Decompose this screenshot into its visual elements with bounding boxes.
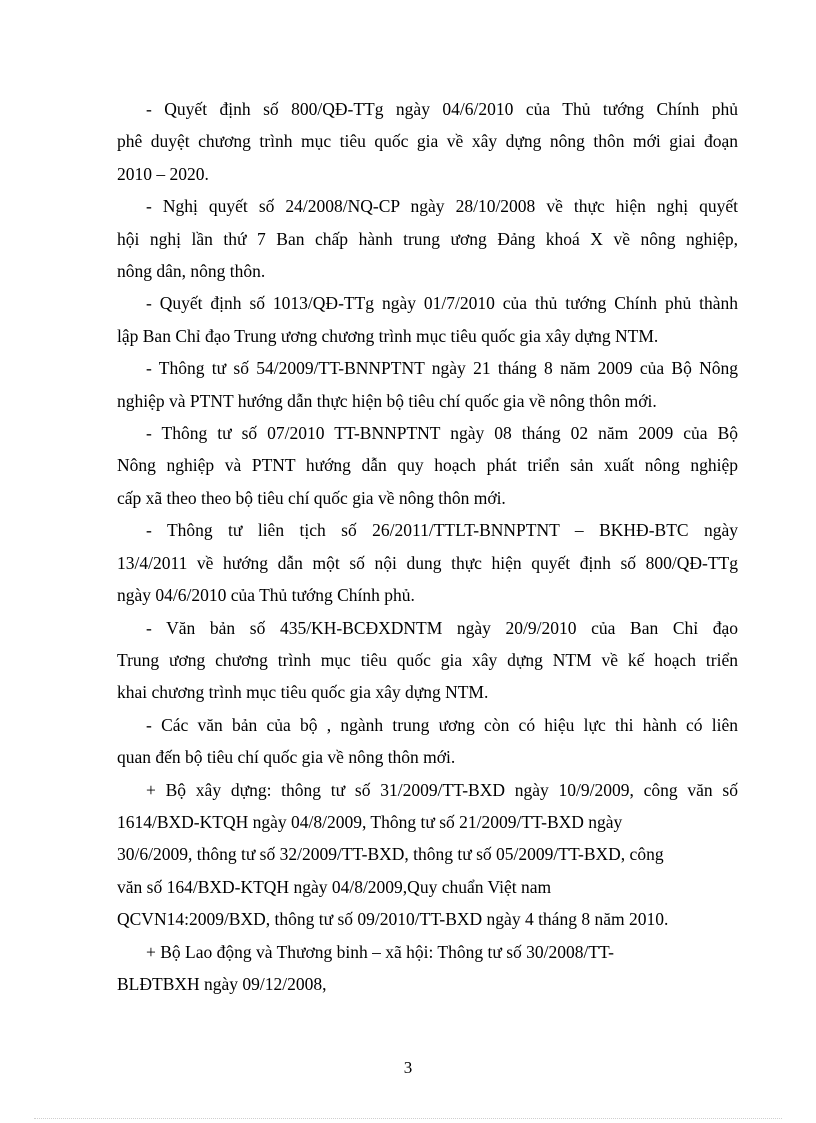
text-line: + Bộ Lao động và Thương binh – xã hội: Thông tư số 30/2008/TT- [146,941,614,962]
paragraph-document-435 [117,612,738,709]
page-bottom-divider [34,1118,782,1119]
page-number: 3 [403,1058,413,1077]
text-line: BLĐTBXH ngày 09/12/2008, [117,973,327,994]
paragraph-ministry-of-labour [117,936,738,1001]
paragraph-decision-800 [117,93,738,190]
text-line: hội nghị lần thứ 7 Ban chấp hành trung ương Đảng khoá X về nông nghiệp, [117,228,738,249]
text-line: - Văn bản số 435/KH-BCĐXDNTM ngày 20/9/2010 của Ban Chỉ đạo [146,617,738,638]
text-line: 30/6/2009, thông tư số 32/2009/TT-BXD, thông tư số 05/2009/TT-BXD, công [117,844,664,865]
paragraph-circular-07 [117,417,738,514]
text-line: khai chương trình mục tiêu quốc gia xây dựng NTM. [117,682,489,703]
text-line: - Thông tư số 54/2009/TT-BNNPTNT ngày 21 tháng 8 năm 2009 của Bộ Nông [146,358,738,379]
paragraph-decision-1013 [117,287,738,352]
page-body [117,93,738,1000]
text-line: - Nghị quyết số 24/2008/NQ-CP ngày 28/10/2008 về thực hiện nghị quyết [146,196,738,217]
text-line: ngày 04/6/2010 của Thủ tướng Chính phủ. [117,585,415,606]
text-line: 1614/BXD-KTQH ngày 04/8/2009, Thông tư số 21/2009/TT-BXD ngày [117,811,623,832]
text-line: - Thông tư liên tịch số 26/2011/TTLT-BNNPTNT – BKHĐ-BTC ngày [146,520,738,541]
text-line: - Thông tư số 07/2010 TT-BNNPTNT ngày 08 tháng 02 năm 2009 của Bộ [146,423,738,444]
text-line: phê duyệt chương trình mục tiêu quốc gia về xây dựng nông thôn mới giai đoạn [117,131,738,152]
text-line: cấp xã theo theo bộ tiêu chí quốc gia về nông thôn mới. [117,487,506,508]
text-line: 13/4/2011 về hướng dẫn một số nội dung thực hiện quyết định số 800/QĐ-TTg [117,552,738,573]
text-line: - Các văn bản của bộ , ngành trung ương còn có hiệu lực thi hành có liên [146,714,738,735]
paragraph-circular-54 [117,352,738,417]
text-line: Nông nghiệp và PTNT hướng dẫn quy hoạch phát triển sản xuất nông nghiệp [117,455,738,476]
paragraph-ministry-of-construction [117,774,738,936]
text-line: 2010 – 2020. [117,163,209,184]
text-line: văn số 164/BXD-KTQH ngày 04/8/2009,Quy chuẩn Việt nam [117,876,552,897]
paragraph-joint-circular-26 [117,514,738,611]
text-line: QCVN14:2009/BXD, thông tư số 09/2010/TT-BXD ngày 4 tháng 8 năm 2010. [117,909,669,930]
text-line: - Quyết định số 800/QĐ-TTg ngày 04/6/2010 của Thủ tướng Chính phủ [146,99,738,119]
text-line: nghiệp và PTNT hướng dẫn thực hiện bộ tiêu chí quốc gia về nông thôn mới. [117,390,657,411]
paragraph-resolution-24 [117,190,738,287]
paragraph-ministry-documents [117,709,738,774]
text-line: Trung ương chương trình mục tiêu quốc gia xây dựng NTM về kế hoạch triển [117,649,738,670]
text-line: quan đến bộ tiêu chí quốc gia về nông thôn mới. [117,747,456,768]
text-line: + Bộ xây dựng: thông tư số 31/2009/TT-BXD ngày 10/9/2009, công văn số [146,779,738,800]
text-line: lập Ban Chỉ đạo Trung ương chương trình mục tiêu quốc gia xây dựng NTM. [117,325,659,346]
text-line: - Quyết định số 1013/QĐ-TTg ngày 01/7/2010 của thủ tướng Chính phủ thành [146,293,738,314]
text-line: nông dân, nông thôn. [117,261,266,282]
